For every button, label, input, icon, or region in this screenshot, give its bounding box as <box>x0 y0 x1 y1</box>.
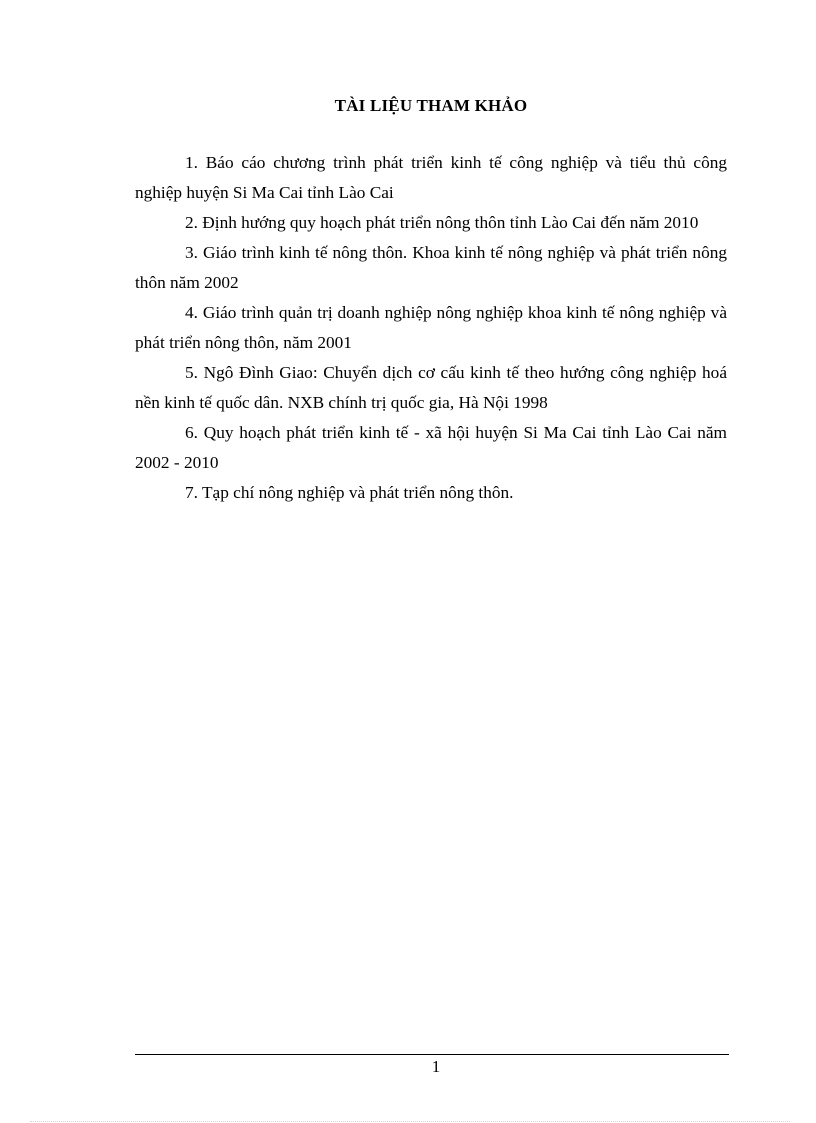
reference-item: 3. Giáo trình kinh tế nông thôn. Khoa kinh tế nông nghiệp và phát triển nông thôn năm 2002 <box>135 243 727 292</box>
reference-item: 4. Giáo trình quản trị doanh nghiệp nông nghiệp khoa kinh tế nông nghiệp và phát triển nông thôn, năm 2001 <box>135 303 727 352</box>
reference-item: 2. Định hướng quy hoạch phát triển nông thôn tỉnh Lào Cai đến năm 2010 <box>185 213 699 232</box>
page-edge-divider <box>30 1121 790 1122</box>
reference-item: 5. Ngô Đình Giao: Chuyển dịch cơ cấu kinh tế theo hướng công nghiệp hoá nền kinh tế quốc dân. NXB chính trị quốc gia, Hà Nội 1998 <box>135 363 727 412</box>
footer-divider <box>135 1054 729 1055</box>
page-title: TÀI LIỆU THAM KHẢO <box>334 96 528 115</box>
page-number: 1 <box>431 1057 441 1076</box>
reference-list <box>135 148 727 508</box>
reference-item: 7. Tạp chí nông nghiệp và phát triển nông thôn. <box>185 483 514 502</box>
reference-item: 6. Quy hoạch phát triển kinh tế - xã hội huyện Si Ma Cai tỉnh Lào Cai năm 2002 - 2010 <box>135 423 727 472</box>
reference-item: 1. Báo cáo chương trình phát triển kinh tế công nghiệp và tiểu thủ công nghiệp huyện Si Ma Cai tỉnh Lào Cai <box>135 153 727 202</box>
